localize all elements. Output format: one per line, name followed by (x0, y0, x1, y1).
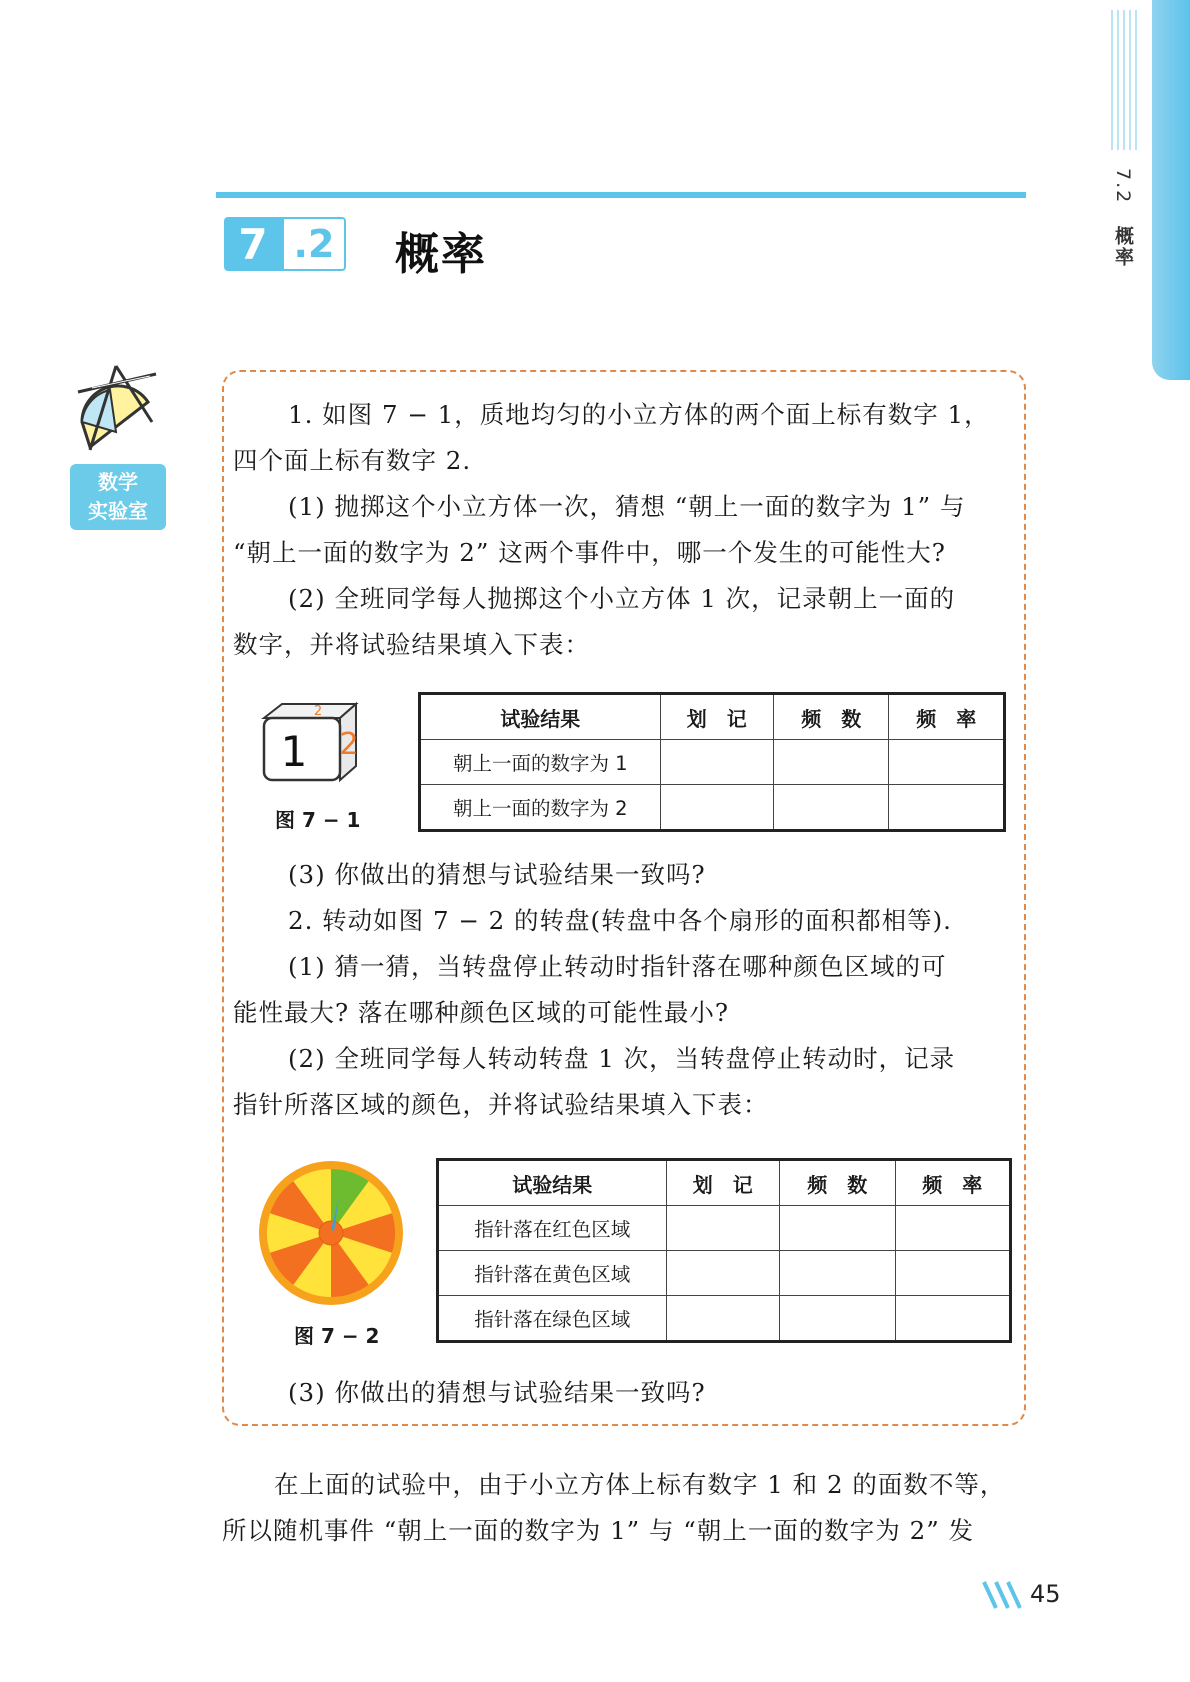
math-lab-line1: 数学 (98, 470, 138, 494)
table-header-row (438, 1160, 1011, 1206)
tally-cell[interactable] (666, 1206, 779, 1251)
math-lab-label (70, 464, 166, 530)
side-tab-section: 7.2 (1112, 168, 1134, 205)
row-label: 朝上一面的数字为 1 (420, 740, 661, 785)
table-row (420, 740, 1005, 785)
table-row (420, 785, 1005, 831)
chapter-side-tab (1152, 0, 1190, 380)
activity-para-11: (2) 全班同学每人转动转盘 1 次，当转盘停止转动时，记录 (288, 1044, 956, 1073)
activity-para-4: “朝上一面的数字为 2” 这两个事件中，哪一个发生的可能性大? (233, 538, 946, 567)
spinner-figure (256, 1158, 406, 1308)
tally-cell[interactable] (660, 740, 774, 785)
frequency-cell[interactable] (895, 1296, 1011, 1342)
section-minor: .2 (282, 217, 346, 271)
count-cell[interactable] (780, 1296, 895, 1342)
row-label: 朝上一面的数字为 2 (420, 785, 661, 831)
cube-front-digit: 1 (280, 727, 308, 776)
count-cell[interactable] (780, 1206, 895, 1251)
header-result: 试验结果 (420, 694, 661, 740)
header-tally: 划 记 (666, 1160, 779, 1206)
protractor-compass-icon (70, 362, 160, 457)
body-para-2: 所以随机事件 “朝上一面的数字为 1” 与 “朝上一面的数字为 2” 发 (222, 1516, 975, 1545)
header-count: 频 数 (780, 1160, 895, 1206)
table-row (438, 1206, 1011, 1251)
count-cell[interactable] (780, 1251, 895, 1296)
activity-para-9: (1) 猜一猜，当转盘停止转动时指针落在哪种颜色区域的可 (288, 952, 947, 981)
side-tab-title: 概率 (1112, 226, 1134, 269)
activity-para-2: 四个面上标有数字 2. (233, 446, 472, 475)
spinner-result-table (436, 1158, 1012, 1343)
figure-7-1-label: 图 7 − 1 (275, 808, 361, 832)
header-tally: 划 记 (660, 694, 774, 740)
activity-para-5: (2) 全班同学每人抛掷这个小立方体 1 次，记录朝上一面的 (288, 584, 956, 613)
section-major: 7 (224, 217, 282, 271)
activity-para-10: 能性最大? 落在哪种颜色区域的可能性最小? (233, 998, 730, 1027)
frequency-cell[interactable] (895, 1251, 1011, 1296)
count-cell[interactable] (774, 785, 889, 831)
activity-para-13: (3) 你做出的猜想与试验结果一致吗? (288, 1378, 706, 1407)
activity-para-1: 1. 如图 7 − 1，质地均匀的小立方体的两个面上标有数字 1， (288, 400, 990, 429)
page-number-stripes-icon (982, 1580, 1028, 1610)
header-count: 频 数 (774, 694, 889, 740)
table-header-row (420, 694, 1005, 740)
table-row (438, 1296, 1011, 1342)
count-cell[interactable] (774, 740, 889, 785)
row-label: 指针落在绿色区域 (438, 1296, 667, 1342)
header-frequency: 频 率 (889, 694, 1005, 740)
frequency-cell[interactable] (889, 740, 1005, 785)
dice-result-table (418, 692, 1006, 832)
row-label: 指针落在红色区域 (438, 1206, 667, 1251)
tally-cell[interactable] (660, 785, 774, 831)
row-label: 指针落在黄色区域 (438, 1251, 667, 1296)
frequency-cell[interactable] (889, 785, 1005, 831)
header-rule (216, 192, 1026, 198)
tally-cell[interactable] (666, 1251, 779, 1296)
cube-top-digit: 2 (313, 704, 323, 719)
cube-figure (258, 698, 362, 788)
activity-para-7: (3) 你做出的猜想与试验结果一致吗? (288, 860, 706, 889)
header-result: 试验结果 (438, 1160, 667, 1206)
page-number: 45 (1030, 1580, 1061, 1608)
side-tab-label (1110, 168, 1137, 268)
activity-para-12: 指针所落区域的颜色，并将试验结果填入下表： (233, 1090, 769, 1119)
math-lab-line2: 实验室 (88, 499, 148, 523)
cube-side-digit: 2 (339, 727, 359, 762)
body-para-1: 在上面的试验中，由于小立方体上标有数字 1 和 2 的面数不等， (274, 1470, 1006, 1499)
header-frequency: 频 率 (895, 1160, 1011, 1206)
side-tab-stripes (1108, 10, 1148, 150)
activity-para-8: 2. 转动如图 7 − 2 的转盘(转盘中各个扇形的面积都相等). (288, 906, 952, 935)
table-row (438, 1251, 1011, 1296)
frequency-cell[interactable] (895, 1206, 1011, 1251)
figure-7-2-label: 图 7 − 2 (294, 1324, 380, 1348)
tally-cell[interactable] (666, 1296, 779, 1342)
section-title: 概率 (395, 229, 487, 280)
activity-para-3: (1) 抛掷这个小立方体一次，猜想 “朝上一面的数字为 1” 与 (288, 492, 966, 521)
section-number-badge (224, 217, 346, 271)
activity-para-6: 数字，并将试验结果填入下表： (233, 630, 590, 659)
